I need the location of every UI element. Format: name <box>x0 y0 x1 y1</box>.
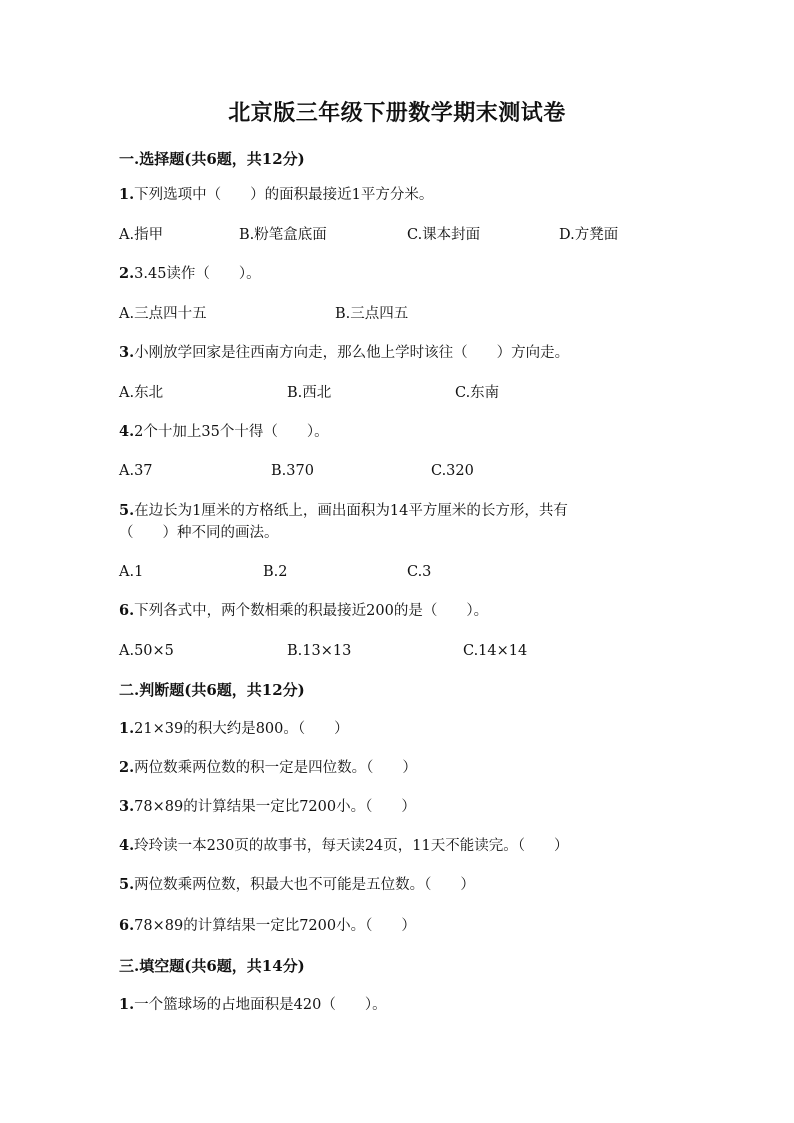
question <box>119 835 568 857</box>
option-b: B.西北 <box>287 385 332 401</box>
question-continuation <box>119 522 279 544</box>
option-a: A.指甲 <box>119 227 164 243</box>
question-number: 6. <box>119 602 135 619</box>
section-heading: 一.选择题(共6题，共12分) <box>119 150 305 168</box>
question-number: 1. <box>119 186 135 203</box>
question <box>119 874 475 896</box>
question <box>119 263 261 285</box>
question-number: 2. <box>119 265 135 282</box>
option-c: C.东南 <box>455 385 500 401</box>
option-b: B.三点四五 <box>335 306 409 322</box>
question-text: （ ）种不同的画法。 <box>119 525 279 541</box>
question-text: 小刚放学回家是往西南方向走，那么他上学时该往（ ）方向走。 <box>134 345 570 361</box>
question-text: 在边长为1厘米的方格纸上，画出面积为14平方厘米的长方形，共有 <box>134 503 568 519</box>
option-a: A.1 <box>119 564 144 580</box>
question-text: 2个十加上35个十得（ ）。 <box>134 424 329 440</box>
option-b: B.2 <box>263 564 288 580</box>
question-number: 3. <box>119 344 135 361</box>
question <box>119 796 416 818</box>
option-c: C.320 <box>431 463 474 479</box>
option-c: C.3 <box>407 564 432 580</box>
option-row <box>0 382 794 404</box>
question-number: 5. <box>119 502 135 519</box>
option-row <box>0 460 794 482</box>
question-text: 下列各式中，两个数相乘的积最接近200的是（ ）。 <box>134 603 489 619</box>
option-row <box>0 640 794 662</box>
option-b: B.粉笔盒底面 <box>239 227 327 243</box>
option-a: A.37 <box>119 463 153 479</box>
option-row <box>0 561 794 583</box>
question-text: 78×89的计算结果一定比7200小。（ ） <box>134 918 416 934</box>
question-number: 3. <box>119 798 135 815</box>
question <box>119 421 329 443</box>
question <box>119 500 568 522</box>
option-d: D.方凳面 <box>559 227 619 243</box>
question <box>119 915 416 937</box>
question-text: 两位数乘两位数的积一定是四位数。（ ） <box>134 760 417 776</box>
question-text: 一个篮球场的占地面积是420（ ）。 <box>134 997 387 1013</box>
question-text: 78×89的计算结果一定比7200小。（ ） <box>134 799 416 815</box>
option-c: C.课本封面 <box>407 227 481 243</box>
option-b: B.370 <box>271 463 314 479</box>
question-number: 1. <box>119 720 135 737</box>
question-text: 21×39的积大约是800。（ ） <box>134 721 349 737</box>
section-heading: 三.填空题(共6题，共14分) <box>119 957 305 975</box>
question <box>119 757 417 779</box>
option-row <box>0 224 794 246</box>
question-number: 5. <box>119 876 135 893</box>
question-text: 下列选项中（ ）的面积最接近1平方分米。 <box>134 187 434 203</box>
question <box>119 994 387 1016</box>
question-text: 玲玲读一本230页的故事书，每天读24页，11天不能读完。（ ） <box>134 838 569 854</box>
question-text: 3.45读作（ ）。 <box>134 266 261 282</box>
question <box>119 718 349 740</box>
section-heading: 二.判断题(共6题，共12分) <box>119 681 305 699</box>
question-number: 6. <box>119 917 135 934</box>
question-text: 两位数乘两位数，积最大也不可能是五位数。（ ） <box>134 877 475 893</box>
question-number: 2. <box>119 759 135 776</box>
option-a: A.东北 <box>119 385 164 401</box>
question-number: 1. <box>119 996 135 1013</box>
question-number: 4. <box>119 837 135 854</box>
option-b: B.13×13 <box>287 643 352 659</box>
question <box>119 342 569 364</box>
question <box>119 184 433 206</box>
option-a: A.50×5 <box>119 643 174 659</box>
question-number: 4. <box>119 423 135 440</box>
option-c: C.14×14 <box>463 643 528 659</box>
exam-title: 北京版三年级下册数学期末测试卷 <box>228 100 566 126</box>
question <box>119 600 488 622</box>
option-row <box>0 303 794 325</box>
option-a: A.三点四十五 <box>119 306 207 322</box>
